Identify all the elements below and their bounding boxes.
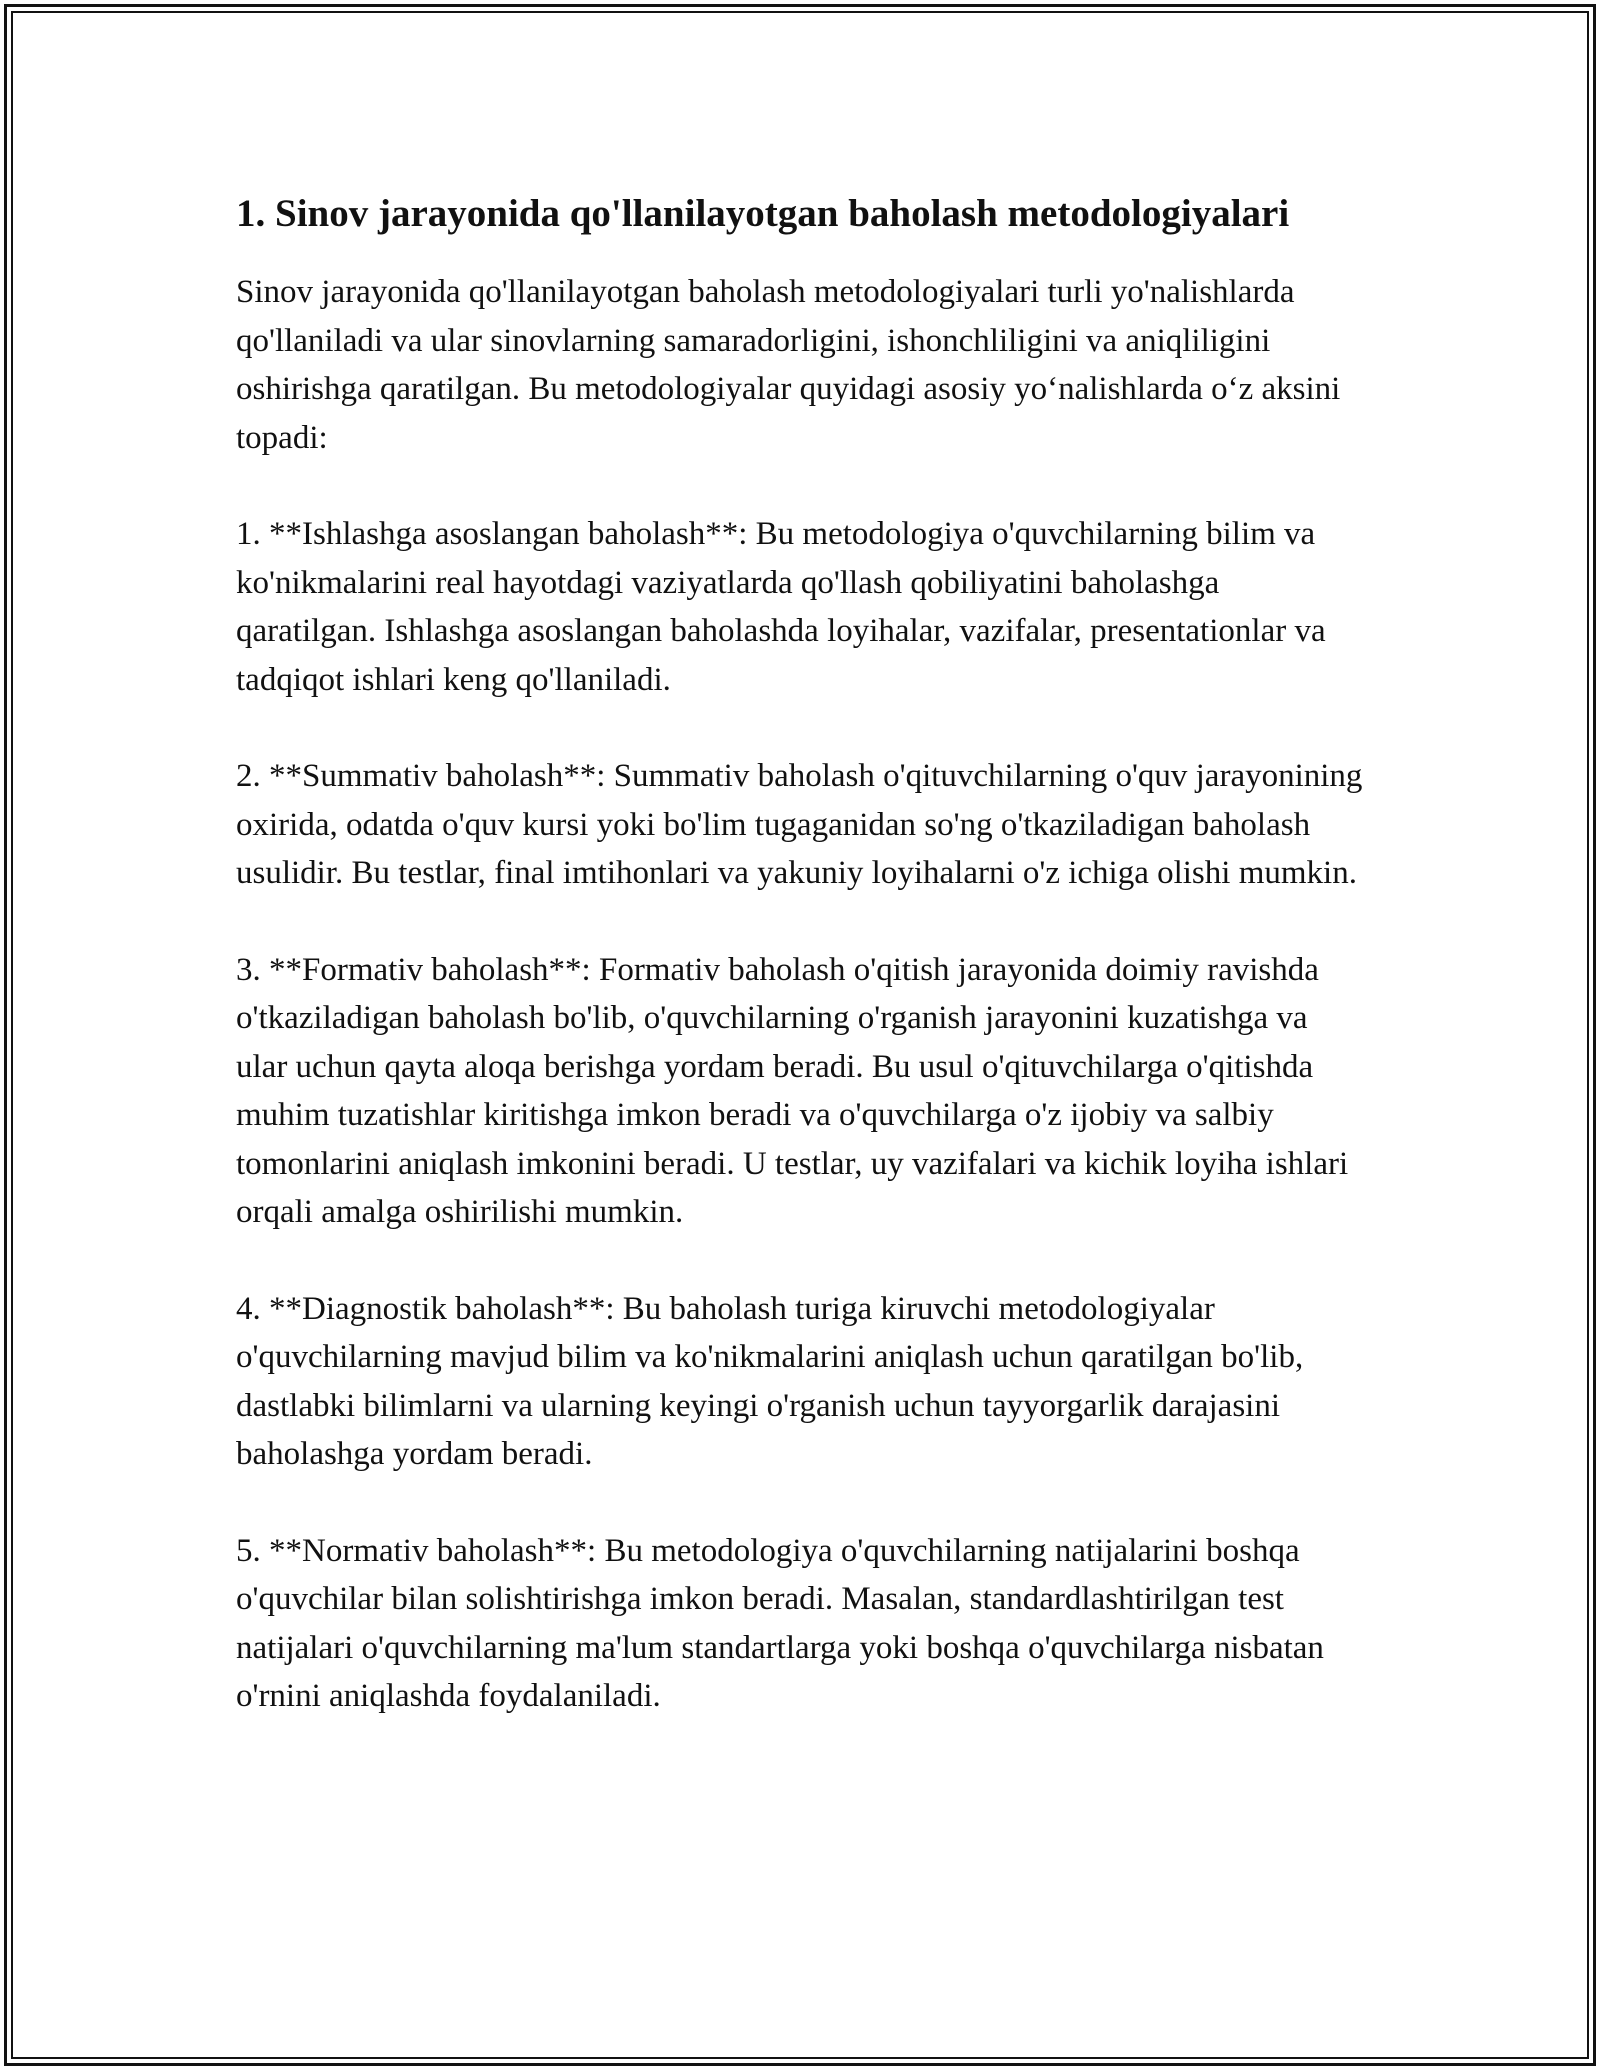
intro-paragraph: Sinov jarayonida qo'llanilayotgan baholash metodologiyalari turli yo'nalishlarda qo'llaniladi va ular sinovlarning samaradorligini, ishonchliligini va aniqliligini oshirishga qaratilgan. Bu metodologiyalar quyidagi asosiy yo‘nalishlarda o‘z aksini topadi:	[236, 274, 1341, 456]
list-item-formative-assessment: 3. **Formativ baholash**: Formativ baholash o'qitish jarayonida doimiy ravishda o'tkaziladigan baholash bo'lib, o'quvchilarning o'rganish jarayonini kuzatishga va ular uchun qayta aloqa berishga yordam beradi. Bu usul o'qituvchilarga o'qitishda muhim tuzatishlar kiritishga imkon beradi va o'quvchilarga o'z ijobiy va salbiy tomonlarini aniqlash imkonini beradi. U testlar, uy vazifalari va kichik loyiha ishlari orqali amalga oshirilishi mumkin.	[236, 951, 1349, 1230]
document-body	[236, 186, 1366, 1721]
list-item-summative-assessment: 2. **Summativ baholash**: Summativ baholash o'qituvchilarning o'quv jarayonining oxirida, odatda o'quv kursi yoki bo'lim tugaganidan so'ng o'tkaziladigan baholash usulidir. Bu testlar, final imtihonlari va yakuniy loyihalarni o'z ichiga olishi mumkin.	[236, 758, 1363, 891]
list-item-performance-assessment: 1. **Ishlashga asoslangan baholash**: Bu metodologiya o'quvchilarning bilim va ko'nikmalarini real hayotdagi vaziyatlarda qo'llash qobiliyatini baholashga qaratilgan. Ishlashga asoslangan baholashda loyihalar, vazifalar, presentationlar va tadqiqot ishlari keng qo'llaniladi.	[236, 516, 1326, 698]
list-item-diagnostic-assessment: 4. **Diagnostik baholash**: Bu baholash turiga kiruvchi metodologiyalar o'quvchilarning mavjud bilim va ko'nikmalarini aniqlash uchun qaratilgan bo'lib, dastlabki bilimlarni va ularning keyingi o'rganish uchun tayyorgarlik darajasini baholashga yordam beradi.	[236, 1290, 1304, 1472]
list-item-normative-assessment: 5. **Normativ baholash**: Bu metodologiya o'quvchilarning natijalarini boshqa o'quvchilar bilan solishtirishga imkon beradi. Masalan, standardlashtirilgan test natijalari o'quvchilarning ma'lum standartlarga yoki boshqa o'quvchilarga nisbatan o'rnini aniqlashda foydalaniladi.	[236, 1532, 1324, 1714]
document-title: 1. Sinov jarayonida qo'llanilayotgan baholash metodologiyalari	[236, 192, 1290, 235]
